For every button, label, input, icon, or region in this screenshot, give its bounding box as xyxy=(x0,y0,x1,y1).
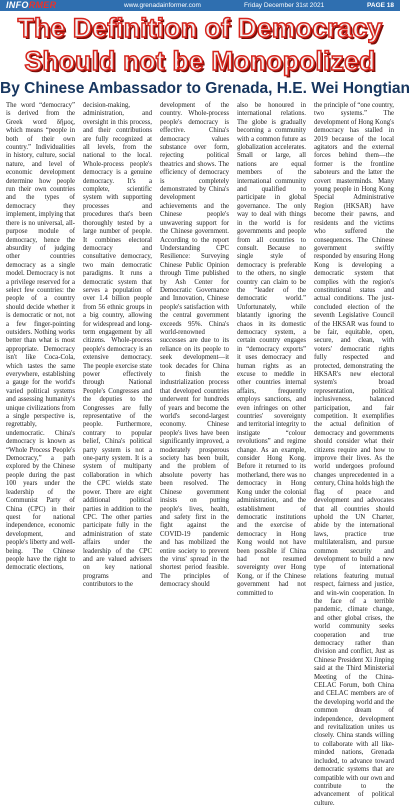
masthead-logo xyxy=(6,0,56,11)
article-column-4 xyxy=(237,102,306,597)
article-column-3 xyxy=(160,102,229,589)
article-column-2 xyxy=(83,102,152,589)
column-text: decision-making, administration, and oversight in this process, and their contributions are fully recognized at all levels, from the national to the local. Whole-process people's democracy is a genuine democracy. It's a complete, scientific system with supporting processes and procedures that's been thoroughly tested by a large number of people. It combines electoral democracy and consultative democracy, two main democratic paradigms. It runs a democratic system that serves a population of over 1.4 billion people from 56 ethnic groups in a big country, allowing for widespread and long-term engagement by all citizens. Whole-process people's democracy is an extensive democracy. The people exercise state power effectively through National People's Congresses and the deputies to the Congresses are fully representative of the people. Furthermore, contrary to popular belief, China's political party system is not a one-party system. It is a system of multiparty collaboration in which the CPC wields state power. There are eight additional political parties in addition to the CPC. The other parties participate fully in the administration of state affairs under the leadership of the CPC and are valued advisers on key national programs and contributors to the xyxy=(83,102,152,589)
masthead-date: Friday December 31st 2021 xyxy=(244,2,325,9)
masthead-website: www.grenadainformer.com xyxy=(124,2,201,9)
column-text: the principle of “one country, two systems.” The development of Hong Kong's democracy has stalled in 2019 because of the local agitators and the external forces behind them—the former is the frontline saboteurs and the latter the covert masterminds. Many young people in Hong Kong Special Administrative Region (HKSAR) have become their pawns, and residents and the victims who suffered the consequences. The Chinese government swiftly responded by ensuring Hong Kong is developing a democratic system that complies with the region's constitutional status and actual conditions. The just-concluded election of the seventh Legislative Council of the HKSAR was found to be fair, equitable, open, secure, and clean, with voters' democratic rights fully respected and protected, demonstrating the HKSAR's new electoral system's broad representation, political inclusiveness, balanced participation, and fair competition. It exemplifies the actual definition of democracy and governments should consider what their citizens require and how to improve their lives. As the world undergoes profound changes unprecedented in a century, China holds high the flag of peace and development and advocates that all countries should uphold the UN Charter, abide by the international laws, practice true multilateralism, and pursue common security and development to build a new type of international relations featuring mutual respect, fairness and justice, and win-win cooperation. In the face of a terrible pandemic, climate change, and other global crises, the world community seeks cooperation and true democracy rather than division and conflict, Just as Chinese President Xi Jinping said at the Third Ministerial Meeting of the China-CELAC Forum, both China and CELAC members are of the developing world and the common dream of independence, development and revitalization unites us closely. China stands willing to collaborate with all like-minded nations, Grenada included, to advance toward democratic systems that are compatible with our own and contribute to the advancement of political culture. xyxy=(314,102,394,807)
column-text: The word “democracy” is derived from the Greek word δῆμος, which means “people in both of their own country.” Individualities in history, culture, social nature, and level of economic development determine how people run their own countries and the types of democracy they implement, implying that there is no universal, all-purpose module of democracy, hence the absurdity of judging other countries democracy as a single model. Democracy is not a privilege reserved for a select few countries: the people of a country should decide whether it is democratic or not, not a few finger-pointing outsiders. Nothing works better than what is most appropriate. Democracy isn't like Coca-Cola, which tastes the same everywhere, establishing a gauge for the world's varied political systems and assessing humanity's unique civilizations from a single perspective is, regrettably, undemocratic. China's democracy is known as “Whole Process People's Democracy,” a path explored by the Chinese people during the past 100 years under the leadership of the Communist Party of China (CPC) in their quest for national independence, economic development, and people's liberty and well-being. The Chinese people have the right to democratic elections, xyxy=(6,102,75,572)
article-column-1 xyxy=(6,102,75,572)
masthead-bar xyxy=(0,0,400,11)
column-text: also be honoured in international relations. The globe is gradually becoming a community with a common future as globalization accelerates. Small or large, all nations are equal members of the international community and qualified to participate in global governance. The only way to deal with things in the world is for governments and people from all countries to consult. Because no single style of democracy is preferable to the others, no single country can claim to be the “leader of the democratic world.” Unfortunately, while blatantly ignoring the chaos in its domestic democracy system, a certain country engages in “democracy exports” it uses democracy and human rights as an excuse to meddle in other countries internal affairs, frequently employs sanctions, and even infringes on other countries' sovereignty and territorial integrity to instigate “colour revolutions” and regime change. As an example, consider Hong Kong. Before it returned to its motherland, there was no democracy in Hong Kong under the colonial administration, and the establishment of democratic institutions and the exercise of democracy in Hong Kong would not have been possible if China had not resumed sovereignty over Hong Kong, or if the Chinese government had not committed to xyxy=(237,102,306,597)
article-column-5 xyxy=(314,102,394,807)
headline-line-1: The Definition of Democracy xyxy=(17,13,383,43)
headline-line-2: Should not be Monopolized xyxy=(24,46,376,76)
column-text: development of the country. Whole-process people's democracy is effective. China's democracy values substance over form, rejecting political theatrics and shows. The efficiency of democracy is completely demonstrated by China's development achievements and the Chinese people's unwavering support for the Chinese government. According to the report Understanding CPC Resilience: Surveying Chinese Public Opinion through Time published by Ash Center for Democratic Governance and Innovation, Chinese people's satisfaction with the central government exceeds 95%. China's world-renowned successes are due to its reliance on its people to seek development—it took decades for China to finish the industrialization process that developed countries underwent for hundreds of years and become the world's second-largest economy. Chinese people's lives have been significantly improved, a moderately prosperous society has been built, and the problem of absolute poverty has been resolved. The Chinese government insists on putting people's lives, health, and safety first in the fight against the COVID-19 pandemic and has mobilized the entire society to prevent the virus' spread in the shortest period feasible. The principles of democracy should xyxy=(160,102,229,589)
byline: By Chinese Ambassador to Grenada, H.E. Wei Hongtian xyxy=(0,80,410,97)
logo-prefix: INFO xyxy=(6,0,29,10)
page-number: PAGE 18 xyxy=(367,2,394,9)
logo-suffix: RMER xyxy=(28,0,57,10)
